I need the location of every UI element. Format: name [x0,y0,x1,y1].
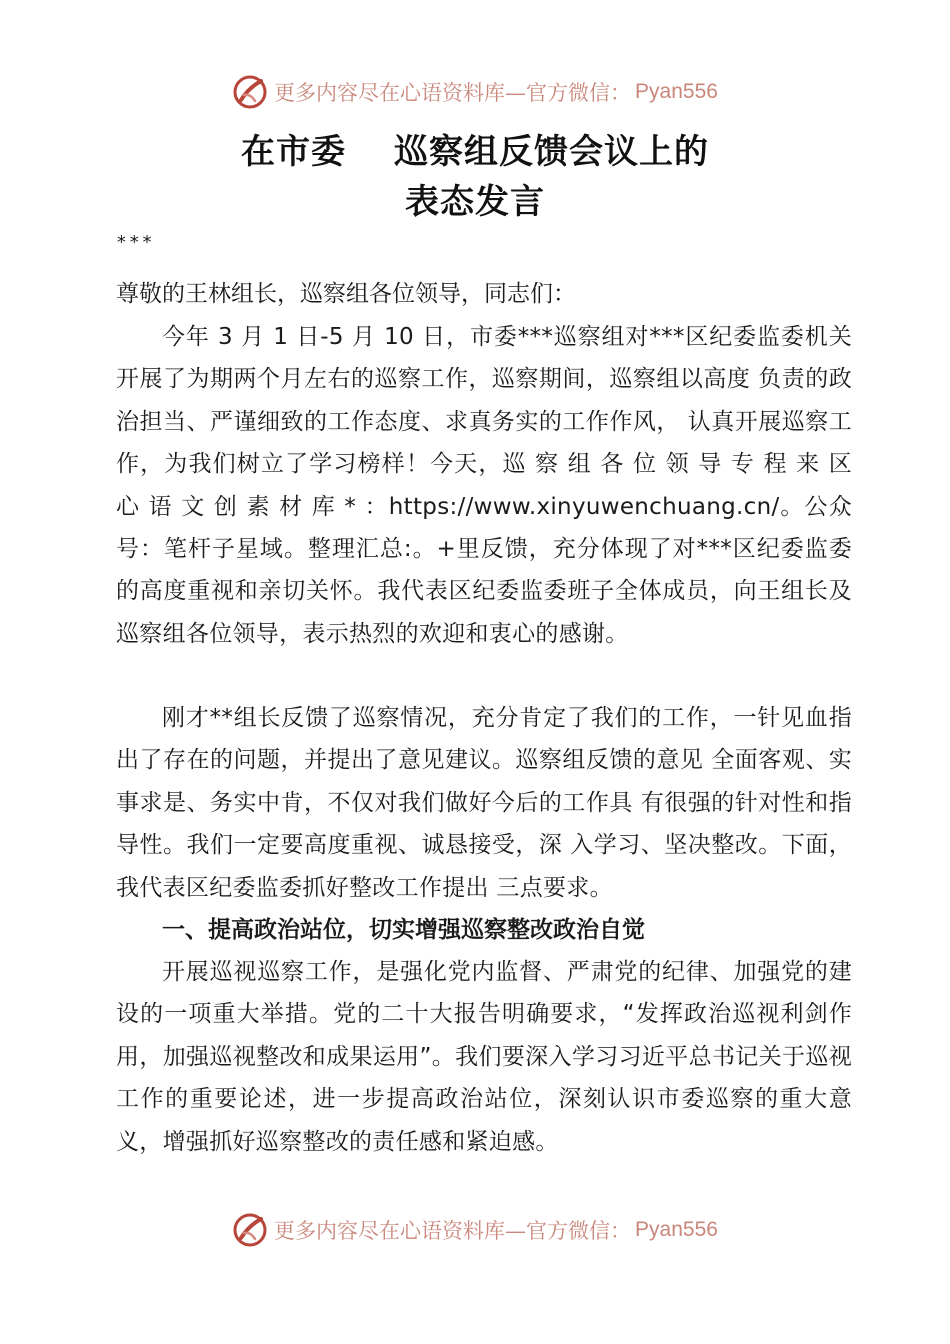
watermark-wechat-id: Pyan556 [635,80,718,103]
title-part-2: 巡察组反馈会议上的 [394,132,709,172]
body-paragraph: 今年 3 月 1 日-5 月 10 日，市委***巡察组对***区纪委监委机关开展了为期两个月左右的巡察工作，巡察期间，巡察组以高度 负责的政治担当、严谨细致的工作态度、求真务实的工作作风， 认真开展巡察工作，为我们树立了学习榜样！今天，巡 察 组 各 位 领 导 专 程 来 区 心 语 文 创 素 材 库 * ：https://www.xinyuwenchuang.cn/。公众号：笔杆子星域。整理汇总:。+里反馈，充分体现了对***区纪委监委的高度重视和亲切关怀。我代表区纪委监委班子全体成员，向王组长及巡察组各位领导，表示热烈的欢迎和衷心的感谢。 [116,324,852,647]
brush-logo-icon [232,74,268,110]
brush-logo-icon [232,1212,268,1248]
watermark-wechat-id: Pyan556 [635,1218,718,1241]
salutation: 尊敬的王林组长，巡察组各位领导，同志们： [116,281,576,307]
watermark-header [0,72,950,112]
section-heading: 一、提高政治站位，切实增强巡察整改政治自觉 [162,917,645,943]
watermark-text: 更多内容尽在心语资料库—官方微信： [274,1219,632,1243]
watermark-footer [0,1210,950,1250]
watermark-text: 更多内容尽在心语资料库—官方微信： [274,81,632,105]
body-paragraph: 刚才**组长反馈了巡察情况，充分肯定了我们的工作，一针见血指出了存在的问题，并提出了意见建议。巡察组反馈的意见 全面客观、实事求是、务实中肯，不仅对我们做好今后的工作具 有很强的针对性和指导性。我们一定要高度重视、诚恳接受，深 入学习、坚决整改。下面，我代表区纪委监委抓好整改工作提出 三点要求。 [116,705,852,901]
document-title-line-2: 表态发言 [405,182,545,222]
author-line: *** [116,232,155,253]
document-title [0,124,950,173]
title-part-1: 在市委 [241,132,346,172]
section-paragraph: 开展巡视巡察工作，是强化党内监督、严肃党的纪律、加强党的建设的一项重大举措。党的二十大报告明确要求，“发挥政治巡视利剑作用，加强巡视整改和成果运用”。我们要深入学习习近平总书记关于巡视工作的重要论述，进一步提高政治站位，深刻认识市委巡察的重大意义，增强抓好巡察整改的责任感和紧迫感。 [116,959,852,1155]
